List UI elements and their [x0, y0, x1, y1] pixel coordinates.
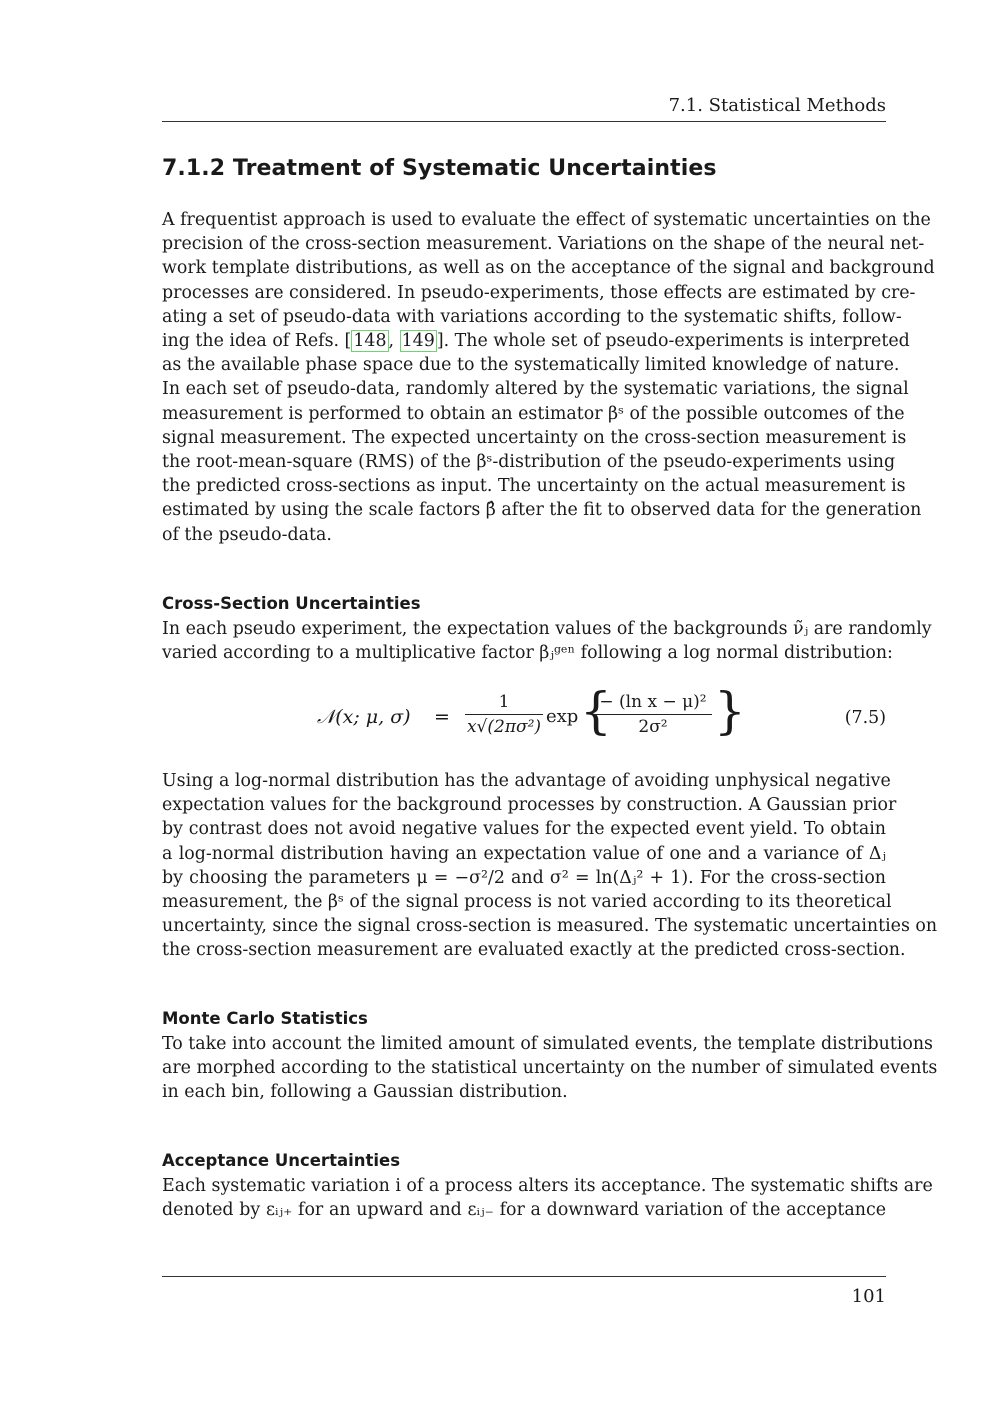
equation-fraction-exponent	[594, 692, 712, 737]
cross-section-line-2: varied according to a multiplicative factor βⱼᵍᵉⁿ following a log normal distribution:	[162, 643, 893, 664]
equation-brace-left: {	[580, 682, 612, 740]
lognormal-line-6: measurement, the βˢ of the signal process is not varied according to its theoretical	[162, 892, 892, 913]
intro-line-12: the predicted cross-sections as input. The uncertainty on the actual measurement is	[162, 476, 906, 497]
exponent-denominator: 2σ²	[638, 717, 668, 737]
acceptance-paragraph	[162, 1174, 933, 1222]
equation-brace-right: }	[714, 682, 746, 740]
monte-carlo-line-2: are morphed according to the statistical uncertainty on the number of simulated events	[162, 1058, 938, 1079]
intro-line-1: A frequentist approach is used to evaluate the effect of systematic uncertainties on the	[162, 210, 931, 230]
equation-exp: exp	[546, 706, 579, 727]
lognormal-line-8: the cross-section measurement are evaluated exactly at the predicted cross-section.	[162, 940, 906, 961]
cross-section-line-1: In each pseudo experiment, the expectation values of the backgrounds ν̃ⱼ are randomly	[162, 619, 932, 639]
intro-line-11: the root-mean-square (RMS) of the βˢ-distribution of the pseudo-experiments using	[162, 452, 896, 473]
subheading-monte-carlo: Monte Carlo Statistics	[162, 1009, 368, 1028]
lognormal-line-4: a log-normal distribution having an expectation value of one and a variance of Δⱼ	[162, 843, 886, 864]
citation-separator: ,	[388, 331, 400, 352]
citation-link-149[interactable]: 149	[401, 331, 435, 352]
intro-line-6-pre: ing the idea of Refs. [	[162, 331, 352, 352]
intro-line-7: as the available phase space due to the systematically limited knowledge of nature.	[162, 355, 900, 376]
intro-line-4: processes are considered. In pseudo-experiments, those effects are estimated by cre-	[162, 282, 916, 303]
running-header: 7.1. Statistical Methods	[668, 95, 886, 116]
equation-lognormal	[162, 682, 886, 754]
intro-line-10: signal measurement. The expected uncertainty on the cross-section measurement is	[162, 427, 907, 448]
intro-line-14: of the pseudo-data.	[162, 524, 332, 545]
monte-carlo-line-1: To take into account the limited amount of simulated events, the template distributions	[162, 1034, 933, 1054]
subheading-acceptance: Acceptance Uncertainties	[162, 1151, 401, 1170]
intro-line-5: ating a set of pseudo-data with variations according to the systematic shifts, follow-	[162, 306, 902, 327]
intro-paragraph	[162, 208, 935, 547]
monte-carlo-paragraph	[162, 1032, 938, 1105]
cross-section-paragraph	[162, 617, 932, 665]
intro-line-2: precision of the cross-section measurement. Variations on the shape of the neural net-	[162, 234, 925, 255]
equation-number: (7.5)	[844, 708, 886, 728]
equation-lhs: 𝒩(x; μ, σ)	[317, 706, 411, 728]
intro-line-6	[162, 329, 910, 353]
lognormal-paragraph	[162, 769, 938, 963]
intro-line-6-post: ]. The whole set of pseudo-experiments is interpreted	[436, 331, 910, 352]
section-title: 7.1.2 Treatment of Systematic Uncertainties	[162, 156, 717, 181]
lognormal-line-5: by choosing the parameters μ = −σ²/2 and σ² = ln(Δⱼ² + 1). For the cross-section	[162, 867, 886, 888]
monte-carlo-line-3: in each bin, following a Gaussian distribution.	[162, 1082, 568, 1103]
fraction-denominator: x√(2πσ²)	[466, 717, 542, 737]
lognormal-line-1: Using a log-normal distribution has the advantage of avoiding unphysical negative	[162, 771, 891, 791]
fraction-numerator: 1	[465, 692, 543, 715]
page-number: 101	[851, 1286, 886, 1307]
intro-line-8: In each set of pseudo-data, randomly altered by the systematic variations, the signal	[162, 379, 909, 400]
footer-rule	[162, 1276, 886, 1277]
citation-link-148[interactable]: 148	[353, 331, 387, 352]
exponent-numerator: − (ln x − μ)²	[594, 692, 712, 715]
acceptance-line-2: denoted by εᵢⱼ₊ for an upward and εᵢⱼ₋ for a downward variation of the acceptance	[162, 1200, 886, 1221]
header-rule	[162, 121, 886, 122]
lognormal-line-2: expectation values for the background processes by construction. A Gaussian prior	[162, 795, 897, 816]
equation-equals: =	[434, 706, 450, 728]
intro-line-3: work template distributions, as well as on the acceptance of the signal and background	[162, 258, 935, 279]
acceptance-line-1: Each systematic variation i of a process alters its acceptance. The systematic shifts are	[162, 1176, 933, 1196]
equation-fraction-normalization	[465, 692, 543, 737]
lognormal-line-3: by contrast does not avoid negative values for the expected event yield. To obtain	[162, 819, 886, 840]
subheading-cross-section: Cross-Section Uncertainties	[162, 594, 421, 613]
intro-line-13: estimated by using the scale factors β̂ after the fit to observed data for the generation	[162, 500, 922, 521]
intro-line-9: measurement is performed to obtain an estimator βˢ of the possible outcomes of the	[162, 403, 905, 424]
lognormal-line-7: uncertainty, since the signal cross-section is measured. The systematic uncertainties on	[162, 916, 938, 937]
